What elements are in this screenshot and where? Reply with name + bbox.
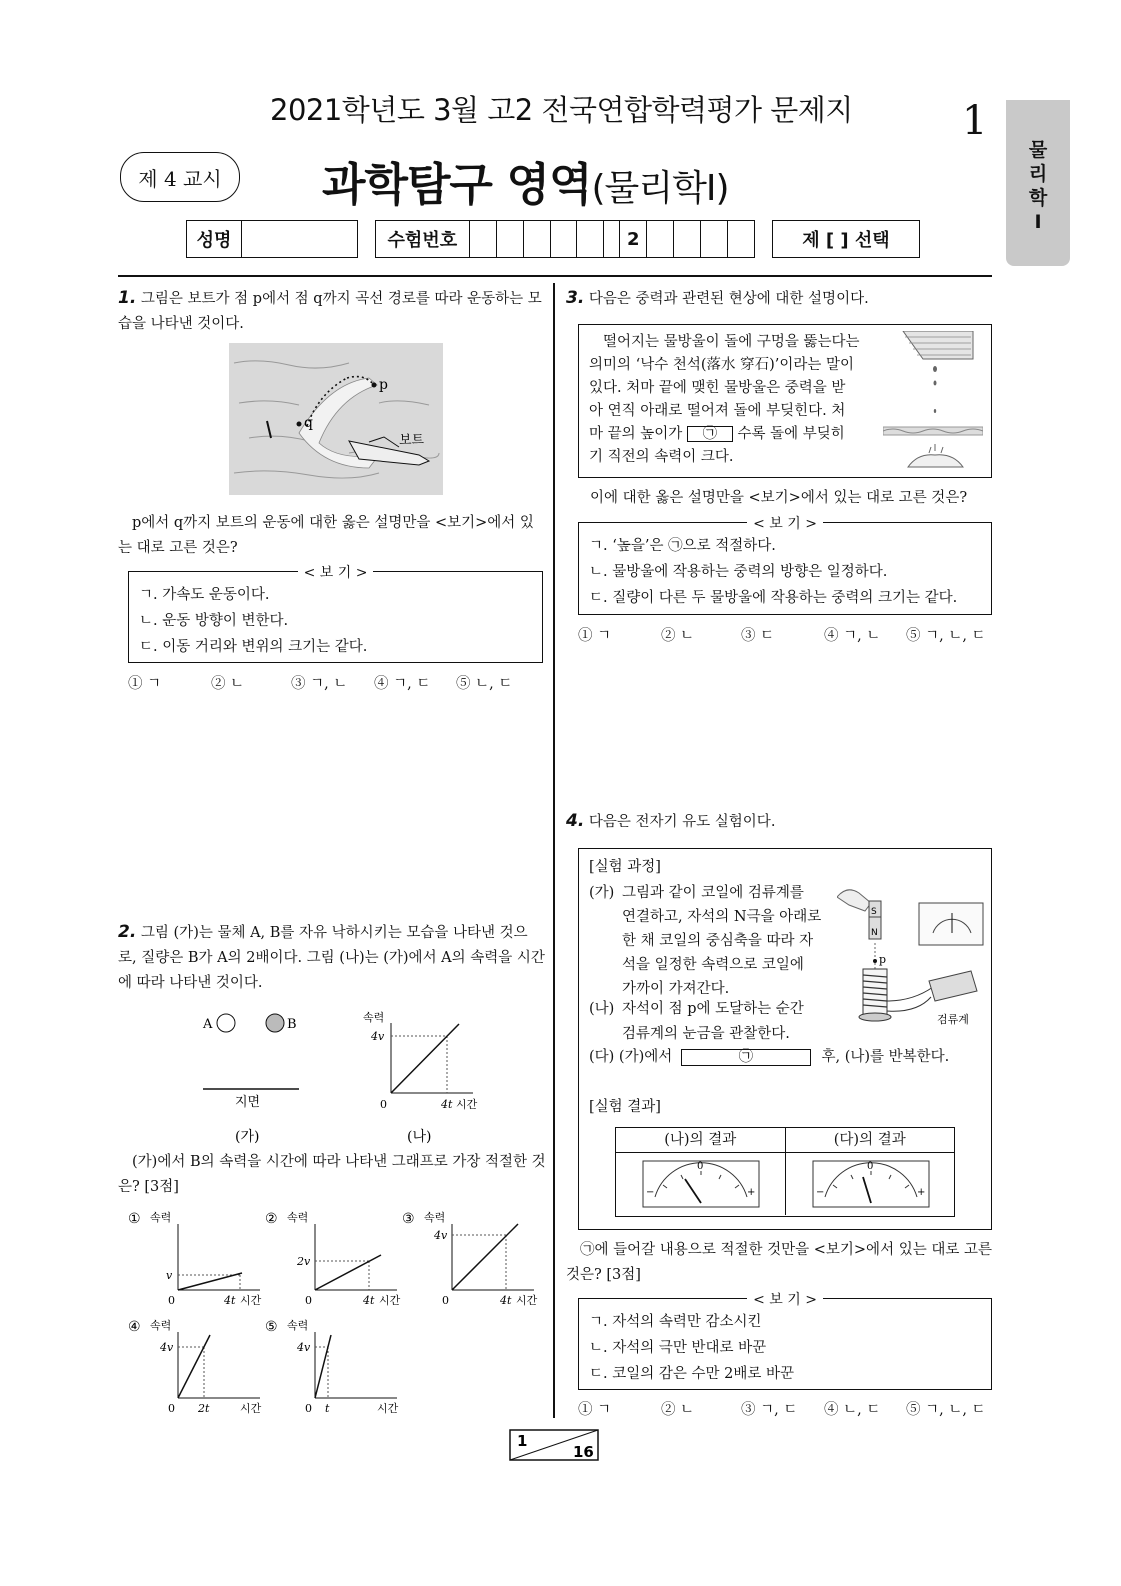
caption: (가) (235, 1129, 260, 1145)
blank-label: ㉠ (738, 1048, 754, 1065)
x-axis-label: 시간 (377, 1402, 399, 1415)
header-divider (118, 275, 992, 277)
step-line: 한 채 코일의 중심축을 따라 자 (622, 933, 814, 949)
option-4-graph[interactable] (128, 1318, 262, 1415)
side-tab-char: Ⅰ (1034, 211, 1042, 233)
y-axis-label: 속력 (287, 1319, 309, 1332)
answer-choice[interactable]: ④ ㄴ, ㄷ (824, 1402, 881, 1418)
digit-cell[interactable] (577, 221, 604, 257)
digit-cell[interactable] (551, 221, 578, 257)
session-badge: 제 4 교시 (120, 152, 240, 202)
meter-reading-nae (641, 1159, 761, 1211)
q1-question: p에서 q까지 보트의 운동에 대한 옳은 설명만을 <보기>에서 있는 대로 고른 것은? (118, 515, 534, 556)
option-mark: ⑤ (265, 1319, 278, 1335)
x-axis-label: 시간 (456, 1098, 478, 1111)
step-line: 자석이 점 p에 도달하는 순간 (622, 1001, 804, 1017)
label-S: S (871, 907, 877, 917)
q1-bogi-box (128, 565, 543, 663)
origin: 0 (305, 1402, 312, 1415)
side-tab-char: 물 (1028, 139, 1048, 161)
q2-question: (가)에서 B의 속력을 시간에 따라 나타낸 그래프로 가장 적절한 것은? [3점] (118, 1154, 546, 1195)
q2-fig-a (195, 1005, 305, 1150)
option-mark: ④ (128, 1319, 141, 1335)
digit-cell[interactable] (497, 221, 524, 257)
answer-choice[interactable]: ① ㄱ (578, 1402, 612, 1418)
answer-choice[interactable]: ③ ㄷ (741, 628, 775, 644)
answer-choice[interactable]: ④ ㄱ, ㄴ (824, 628, 881, 644)
x-tick: 2t (198, 1402, 210, 1415)
q4-experiment-box (578, 848, 992, 1230)
page-number: 1 (962, 98, 988, 144)
bogi-item: ㄱ. ‘높을’은 ㉠으로 적절하다. (589, 538, 776, 554)
exam-number-label: 수험번호 (376, 221, 470, 257)
meter-zero: 0 (697, 1161, 704, 1172)
q4-number: 4. (566, 811, 585, 831)
answer-choice[interactable]: ④ ㄱ, ㄷ (374, 676, 431, 692)
result-title: [실험 결과] (589, 1099, 661, 1115)
caption: (나) (407, 1129, 432, 1145)
eaves-drip-figure (883, 331, 983, 471)
q3-bogi-box (578, 516, 992, 615)
blank-box (681, 1049, 811, 1066)
origin: 0 (168, 1294, 175, 1307)
meter-reading-da (811, 1159, 931, 1211)
answer-choice[interactable]: ③ ㄱ, ㄴ (291, 676, 348, 692)
passage-line-blank (589, 423, 875, 446)
subject-paren: (물리학Ⅰ) (591, 168, 729, 209)
bogi-item: ㄱ. 자석의 속력만 감소시킨 (589, 1314, 762, 1330)
option-mark: ② (265, 1211, 278, 1227)
origin: 0 (442, 1294, 449, 1307)
total-pages: 16 (573, 1443, 594, 1461)
option-3-graph[interactable] (402, 1210, 538, 1307)
digit-cell[interactable] (524, 221, 551, 257)
label-q: q (304, 415, 313, 431)
digit-cell[interactable] (728, 221, 754, 257)
step-a (589, 881, 834, 1001)
q2-stem (118, 920, 546, 996)
step-c-post: 후, (나)를 반복한다. (821, 1049, 950, 1065)
label-p: p (379, 377, 388, 393)
q2-text: 그림 (가)는 물체 A, B를 자유 낙하시키는 모습을 나타낸 것으로, 질량은 B가 A의 2배이다. 그림 (나)는 (가)에서 A의 속력을 시간에 따라 나타낸 것이다. (118, 925, 545, 991)
step-line: 연결하고, 자석의 N극을 아래로 (622, 909, 822, 925)
step-line: 가까이 가져간다. (622, 981, 730, 997)
subject-main: 과학탐구 영역 (322, 158, 592, 211)
answer-choice[interactable]: ① ㄱ (578, 628, 612, 644)
q1-text: 그림은 보트가 점 p에서 점 q까지 곡선 경로를 따라 운동하는 모습을 나타낸 것이다. (118, 291, 542, 332)
passage-line: 기 직전의 속력이 크다. (589, 449, 734, 465)
y-tick: 4v (297, 1341, 311, 1354)
q4-stem (566, 809, 991, 835)
page-counter (509, 1429, 599, 1461)
result-da (786, 1153, 955, 1215)
bogi-item: ㄷ. 코일의 감은 수만 2배로 바꾼 (589, 1366, 794, 1382)
name-field[interactable] (186, 220, 358, 258)
meter-zero: 0 (866, 1161, 873, 1172)
subject-side-tab (1006, 100, 1070, 266)
answer-choice[interactable]: ⑤ ㄱ, ㄴ, ㄷ (906, 628, 986, 644)
step-line: 그림과 같이 코일에 검류계를 (622, 885, 804, 901)
y-axis-label: 속력 (150, 1319, 172, 1332)
column-divider (553, 283, 555, 1418)
bogi-item: ㄴ. 물방울에 작용하는 중력의 방향은 일정하다. (589, 564, 888, 580)
label-boat: 보트 (399, 433, 425, 448)
answer-choice[interactable]: ② ㄴ (661, 1402, 695, 1418)
step-line: 검류계의 눈금을 관찰한다. (622, 1026, 790, 1042)
answer-choice[interactable]: ① ㄱ (128, 676, 162, 692)
blank-label: ㉠ (702, 426, 718, 442)
option-5-graph[interactable] (265, 1318, 399, 1415)
answer-choice[interactable]: ③ ㄱ, ㄷ (741, 1402, 798, 1418)
x-axis-label: 시간 (240, 1402, 262, 1415)
passage-text: 수록 돌에 부딪히 (737, 426, 845, 442)
passage-line: 떨어지는 물방울이 돌에 구멍을 뚫는다는 (603, 334, 860, 350)
y-tick: 4v (434, 1229, 448, 1242)
speed-line (391, 1024, 459, 1093)
label-A: A (203, 1017, 213, 1032)
result-header: (다)의 결과 (833, 1132, 906, 1148)
choice-label: 제 [ ] 선택 (802, 230, 890, 251)
step-mark: (가) (589, 885, 615, 901)
y-axis-label: 속력 (150, 1211, 172, 1224)
q3-bogi-title: < 보 기 > (747, 516, 823, 532)
answer-choice[interactable]: ② ㄴ (211, 676, 245, 692)
q3-stem (566, 286, 991, 312)
step-c (589, 1045, 984, 1070)
digit-cell[interactable] (674, 221, 701, 257)
name-blank[interactable] (242, 221, 357, 257)
option-mark: ③ (402, 1211, 415, 1227)
option-2-graph[interactable] (265, 1210, 401, 1307)
x-tick: 4t (441, 1098, 453, 1111)
y-tick: 4v (371, 1030, 385, 1043)
result-nae (616, 1153, 786, 1215)
digit-cell[interactable] (470, 221, 497, 257)
dash-cell (604, 221, 620, 257)
meter-minus: − (646, 1187, 655, 1198)
q2-number: 2. (118, 922, 137, 942)
induction-apparatus-figure (837, 883, 987, 1033)
y-axis-label: 속력 (424, 1211, 446, 1224)
q3-number: 3. (566, 288, 585, 308)
label-B: B (287, 1017, 297, 1032)
point-p (372, 383, 377, 388)
current-page: 1 (517, 1432, 528, 1450)
q3-text: 다음은 중력과 관련된 현상에 대한 설명이다. (588, 291, 869, 307)
ground-label: 지면 (235, 1095, 261, 1110)
procedure-title: [실험 과정] (589, 859, 661, 875)
q1-number: 1. (118, 288, 137, 308)
passage-text: 마 끝의 높이가 (589, 426, 683, 442)
bogi-item: ㄷ. 이동 거리와 변위의 크기는 같다. (139, 639, 368, 655)
step-mark: (나) (589, 1001, 615, 1017)
label-p: p (879, 953, 887, 966)
y-tick: v (166, 1269, 173, 1282)
origin: 0 (380, 1098, 387, 1111)
x-tick: 4t (500, 1294, 512, 1307)
x-tick: t (325, 1402, 330, 1415)
x-axis-label: 시간 (240, 1294, 262, 1307)
side-tab-char: 리 (1028, 163, 1048, 185)
point-p (873, 959, 877, 963)
x-axis-label: 시간 (379, 1294, 401, 1307)
label-N: N (871, 928, 878, 938)
q4-bogi-title: < 보 기 > (747, 1292, 823, 1308)
q1-bogi-title: < 보 기 > (298, 565, 374, 581)
result-header: (나)의 결과 (616, 1128, 786, 1152)
answer-choice[interactable]: ⑤ ㄴ, ㄷ (456, 676, 513, 692)
y-axis-label: 속력 (287, 1211, 309, 1224)
q2-fig-b (355, 1005, 490, 1150)
option-1-graph[interactable] (128, 1210, 262, 1307)
origin: 0 (305, 1294, 312, 1307)
q4-text: 다음은 전자기 유도 실험이다. (588, 814, 776, 830)
subject-title (322, 148, 729, 213)
passage-line: 아 연직 아래로 떨어져 돌에 부딪힌다. 처 (589, 403, 846, 419)
exam-number-field[interactable] (375, 220, 755, 258)
step-line: 석을 일정한 속력으로 코일에 (622, 957, 804, 973)
side-tab-char: 학 (1028, 187, 1048, 209)
x-tick: 4t (363, 1294, 375, 1307)
digit-cell[interactable] (701, 221, 728, 257)
x-tick: 4t (224, 1294, 236, 1307)
bogi-item: ㄱ. 가속도 운동이다. (139, 587, 270, 603)
option-mark: ① (128, 1211, 141, 1227)
step-b (589, 997, 839, 1047)
meter-plus: + (747, 1187, 756, 1198)
bogi-item: ㄷ. 질량이 다른 두 물방울에 작용하는 중력의 크기는 같다. (589, 590, 958, 606)
name-label: 성명 (187, 221, 242, 257)
blank-box (687, 426, 733, 442)
step-c-pre: (다) (가)에서 (589, 1049, 673, 1065)
origin: 0 (168, 1402, 175, 1415)
exam-title: 2021학년도 3월 고2 전국연합학력평가 문제지 (270, 93, 853, 127)
choice-field[interactable] (772, 220, 920, 258)
q2-options (128, 1206, 548, 1416)
q3-passage-box (578, 324, 992, 478)
object-B (266, 1014, 284, 1032)
q3-question: 이에 대한 옳은 설명만을 <보기>에서 있는 대로 고른 것은? (590, 490, 968, 506)
bogi-item: ㄴ. 자석의 극만 반대로 바꾼 (589, 1340, 767, 1356)
object-A (217, 1014, 235, 1032)
digit-cell[interactable] (647, 221, 674, 257)
answer-choice[interactable]: ⑤ ㄱ, ㄴ, ㄷ (906, 1402, 986, 1418)
q1-stem (118, 286, 546, 337)
passage-line: 의미의 ‘낙수 천석(落水 穿石)’이라는 말이 (589, 357, 855, 373)
galvanometer-label: 검류계 (937, 1013, 969, 1026)
point-q (297, 422, 302, 427)
q1-boat-figure (229, 343, 443, 495)
passage-line: 있다. 처마 끝에 맺힌 물방울은 중력을 받 (589, 380, 846, 396)
meter-plus: + (916, 1187, 925, 1198)
digit-cell-fixed: 2 (620, 221, 647, 257)
x-axis-label: 시간 (516, 1294, 538, 1307)
y-tick: 4v (160, 1341, 174, 1354)
y-tick: 2v (297, 1255, 311, 1268)
answer-choice[interactable]: ② ㄴ (661, 628, 695, 644)
meter-minus: − (815, 1187, 824, 1198)
result-table (615, 1127, 955, 1217)
y-axis-label: 속력 (363, 1011, 385, 1024)
q4-question: ㉠에 들어갈 내용으로 적절한 것만을 <보기>에서 있는 대로 고른 것은? [3점] (566, 1242, 992, 1283)
bogi-item: ㄴ. 운동 방향이 변한다. (139, 613, 289, 629)
q4-bogi-box (578, 1292, 992, 1390)
